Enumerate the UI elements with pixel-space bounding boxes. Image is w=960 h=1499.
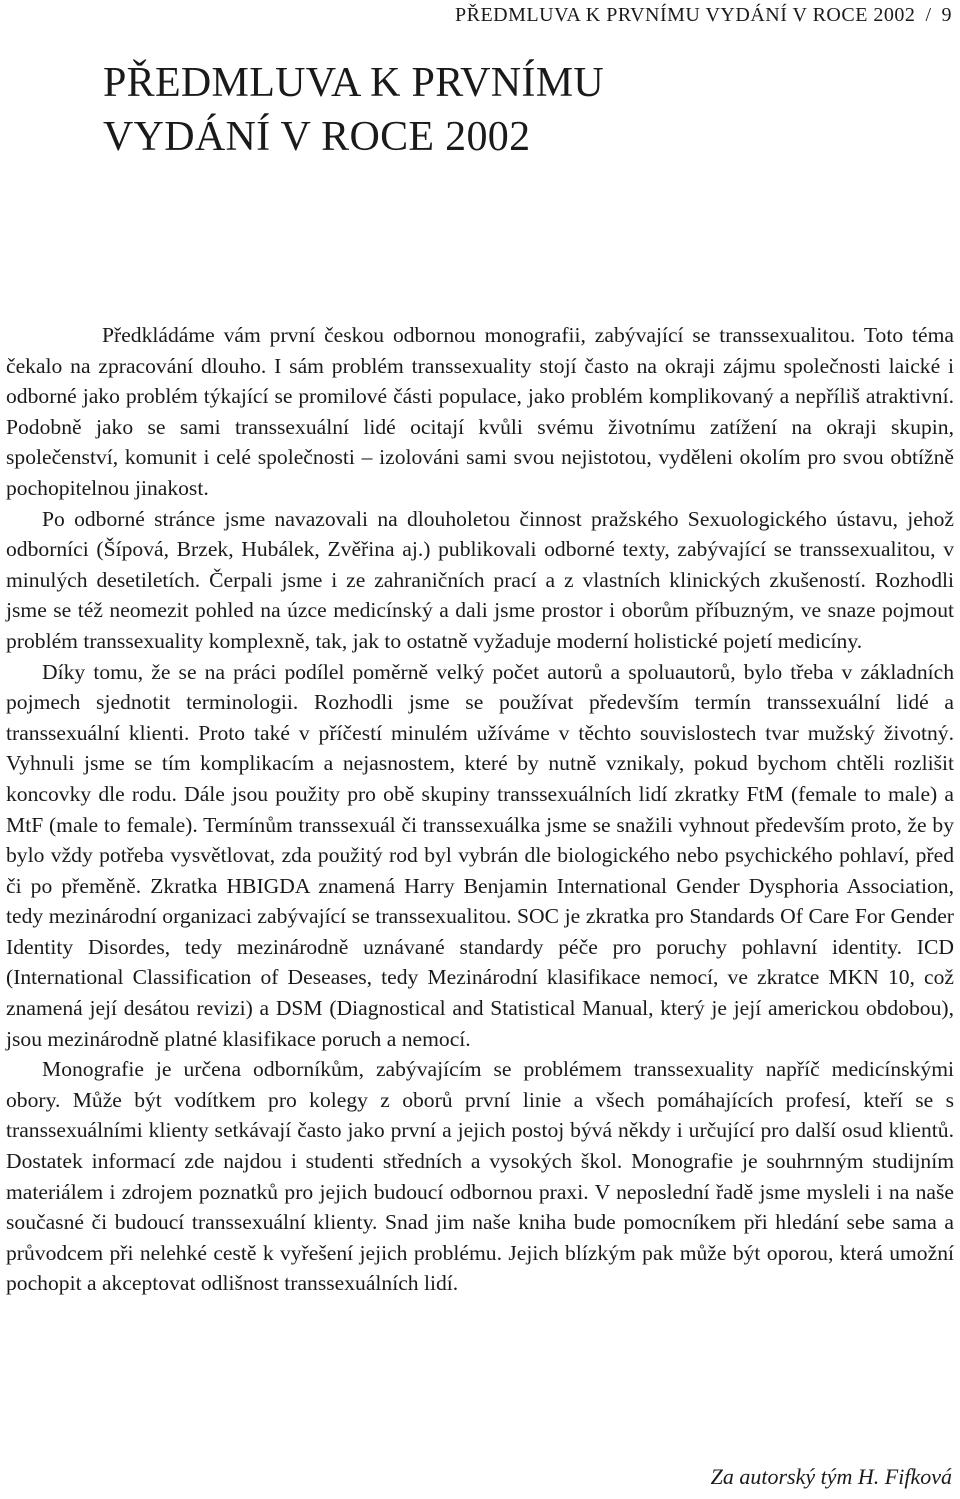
running-header [455, 2, 952, 28]
paragraph-4: Monografie je určena odborníkům, zabývajícím se problémem transsexuality napříč medicínskými obory. Může být vodítkem pro kolegy z oborů první linie a všech pomáhajících profesí, kteří se s transsexuálními klienty setkávají často jako první a jejich postoj bývá někdy i určující pro další osud klientů. Dostatek informací zde najdou i studenti středních a vysokých škol. Monografie je souhrnným studijním materiálem i zdrojem poznatků pro jejich budoucí odbornou praxi. V neposlední řadě jsme mysleli i na naše současné či budoucí transsexuální klienty. Snad jim naše kniha bude pomocníkem při hledání sebe sama a průvodcem při nelehké cestě k vyřešení jejich problému. Jejich blízkým pak může být oporou, která umožní pochopit a akceptovat odlišnost transsexuálních lidí. [6, 1057, 954, 1296]
paragraph-3: Díky tomu, že se na práci podílel poměrně velký počet autorů a spoluautorů, bylo třeba v základních pojmech sjednotit terminologii. Rozhodli jsme se používat především termín transsexuální lidé a transsexuální klienti. Proto také v příčestí minulém užíváme v těchto souvislostech tvar mužský životný. Vyhnuli jsme se tím komplikacím a nejasnostem, které by nutně vznikaly, pokud bychom chtěli rozlišit koncovky dle rodu. Dále jsou použity pro obě skupiny transsexuálních lidí zkratky FtM (female to male) a MtF (male to female). Termínům transsexuál či transsexuálka jsme se snažili vyhnout především proto, že by bylo vždy potřeba vysvětlovat, zda použitý rod byl vybrán dle biologického nebo psychického pohlaví, před či po přeměně. Zkratka HBIGDA znamená Harry Benjamin International Gender Dysphoria Association, tedy mezinárodní organizaci zabývající se transsexualitou. SOC je zkratka pro Standards Of Care For Gender Identity Disordes, tedy mezinárodně uznávané standardy péče pro poruchy pohlavní identity. ICD (International Classification of Deseases, tedy Mezinárodní klasifikace nemocí, ve zkratce MKN 10, což znamená její desátou revizi) a DSM (Diagnostical and Statistical Manual, který je její americkou obdobou), jsou mezinárodně platné klasifikace poruch a nemocí. [6, 659, 954, 1051]
chapter-title-line-1: PŘEDMLUVA K PRVNÍMU [103, 60, 604, 106]
running-title: PŘEDMLUVA K PRVNÍMU VYDÁNÍ V ROCE 2002 [455, 4, 916, 26]
chapter-title-line-2: VYDÁNÍ V ROCE 2002 [103, 114, 531, 160]
body-text [6, 320, 954, 1299]
header-separator: / [925, 4, 932, 26]
paragraph-2: Po odborné stránce jsme navazovali na dlouholetou činnost pražského Sexuologického ústavu, jehož odborníci (Šípová, Brzek, Hubálek, Zvěřina aj.) publikovali odborné texty, zabývající se transsexualitou, v minulých desetiletích. Čerpali jsme i ze zahraničních prací a z vlastních klinických zkušeností. Rozhodli jsme se též neomezit pohled na úzce medicínský a dali jsme prostor i oborům příbuzným, ve snaze pojmout problém transsexuality komplexně, tak, jak to ostatně vyžaduje moderní holistické pojetí medicíny. [6, 506, 954, 653]
paragraph-1: Předkládáme vám první českou odbornou monografii, zabývající se transsexualitou. Toto téma čekalo na zpracování dlouho. I sám problém transsexuality stojí často na okraji zájmu společnosti laické i odborné jako problém týkající se promilové části populace, jako problém komplikovaný a nepříliš atraktivní. Podobně jako se sami transsexuální lidé ocitají kvůli svému životnímu zatížení na okraji skupin, společenství, komunit i celé společnosti – izolováni sami svou nejistotou, vyděleni okolím pro svou obtížně pochopitelnou jinakost. [6, 323, 954, 500]
signature: Za autorský tým H. Fifková [710, 1464, 952, 1489]
page-number: 9 [941, 4, 952, 26]
chapter-title [103, 56, 863, 164]
